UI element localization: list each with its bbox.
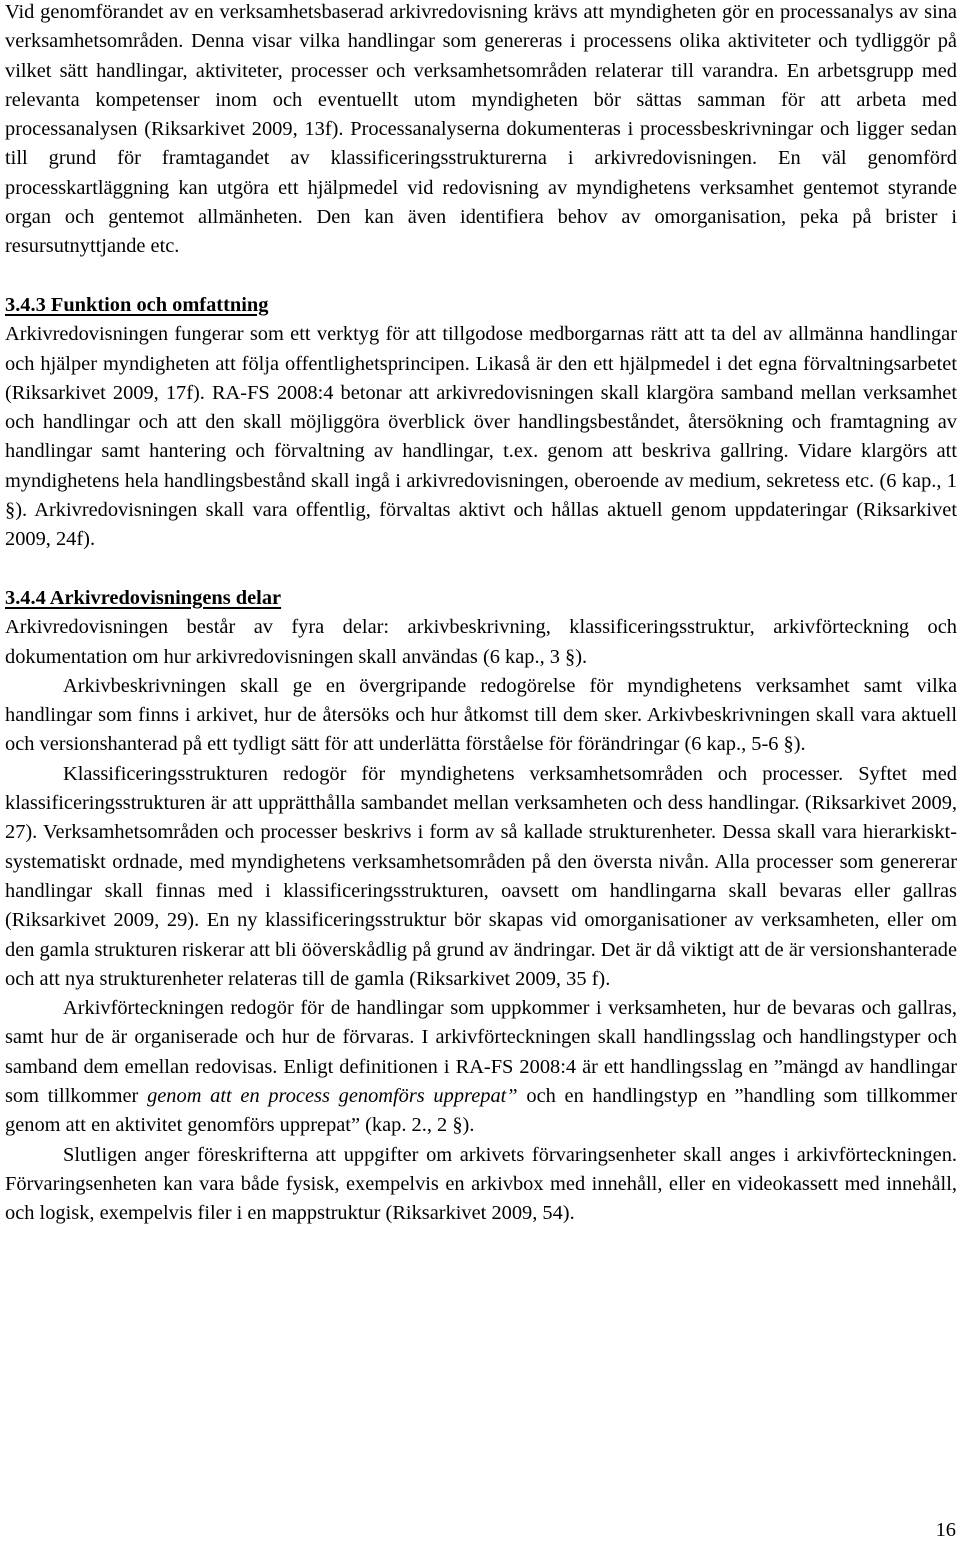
- section-344-paragraph-2: Arkivbeskrivningen skall ge en övergripande redogörelse för myndighetens verksamhet samt vilka handlingar som finns i arkivet, hur de återsöks och hur åtkomst till dem sker. Arkivbeskrivningen skall vara aktuell och versionshanterad på ett tydligt sätt för att underlätta förståelse för förändringar (6 kap., 5-6 §).: [5, 674, 957, 756]
- section-343-heading: 3.4.3 Funktion och omfattning: [5, 293, 269, 316]
- section-344-heading: 3.4.4 Arkivredovisningens delar: [5, 586, 282, 609]
- paragraph-4-italic-quote: genom att en process genomförs upprepat”: [147, 1084, 518, 1107]
- paragraph-4-end: och en handlingstyp en ”handling som tillkommer genom att en aktivitet genomförs upprepat” (kap. 2., 2 §).: [5, 1084, 957, 1137]
- paragraph-4-start: Arkivförteckningen redogör för de handlingar som uppkommer i verksamheten, hur de bevaras och gallras, samt hur de är organiserade och hur de förvaras. I arkivförteckningen skall handlingsslag och handlingstyper och samband dem emellan redovisas. Enligt definitionen i RA-FS 2008:4 är ett handlingsslag en ”mängd av handlingar som tillkommer: [5, 997, 957, 1107]
- intro-paragraph: Vid genomförandet av en verksamhetsbaserad arkivredovisning krävs att myndigheten gör en processanalys av sina verksamhetsområden. Denna visar vilka handlingar som genereras i processens olika aktiviteter och tydliggör på vilket sätt handlingar, aktiviteter, processer och verksamhetsområden relaterar till varandra. En arbetsgrupp med relevanta kompetenser inom och eventuellt utom myndigheten bör sättas samman för att arbeta med processanalysen (Riksarkivet 2009, 13f). Processanalyserna dokumenteras i processbeskrivningar och ligger sedan till grund för framtagandet av klassificeringsstrukturerna i arkivredovisningen. En väl genomförd processkartläggning kan utgöra ett hjälpmedel vid redovisning av myndighetens verksamhet gentemot styrande organ och gentemot allmänheten. Den kan även identifiera behov av omorganisation, peka på brister i resursutnyttjande etc.: [5, 1, 957, 258]
- section-344-paragraph-1: Arkivredovisningen består av fyra delar: arkivbeskrivning, klassificeringsstruktur, arkivförteckning och dokumentation om hur arkivredovisningen skall användas (6 kap., 3 §).: [5, 616, 957, 668]
- section-344-paragraph-3: Klassificeringsstrukturen redogör för myndighetens verksamhetsområden och processer. Syftet med klassificeringsstrukturen är att upprätthålla sambandet mellan verksamheten och dess handlingar. (Riksarkivet 2009, 27). Verksamhetsområden och processer beskrivs i form av så kallade strukturenheter. Dessa skall vara hierarkiskt-systematiskt ordnade, med myndighetens verksamhetsområden på den översta nivån. Alla processer som genererar handlingar skall finnas med i klassificeringsstrukturen, oavsett om handlingarna skall bevaras eller gallras (Riksarkivet 2009, 29). En ny klassificeringsstruktur bör skapas vid omorganisationer av verksamheten, eller om den gamla strukturen riskerar att bli ööverskådlig på grund av ändringar. Det är då viktigt att de är versionshanterade och att nya strukturenheter relateras till de gamla (Riksarkivet 2009, 35 f).: [5, 762, 957, 990]
- section-344-paragraph-5: Slutligen anger föreskrifterna att uppgifter om arkivets förvaringsenheter skall anges i arkivförteckningen. Förvaringsenheten kan vara både fysisk, exempelvis en arkivbox med innehåll, eller en videokassett med innehåll, och logisk, exempelvis filer i en mappstruktur (Riksarkivet 2009, 54).: [5, 1143, 957, 1225]
- section-343-body: Arkivredovisningen fungerar som ett verktyg för att tillgodose medborgarnas rätt att ta del av allmänna handlingar och hjälper myndigheten att följa offentlighetsprincipen. Likaså är den ett hjälpmedel i det egna förvaltningsarbetet (Riksarkivet 2009, 17f). RA-FS 2008:4 betonar att arkivredovisningen skall klargöra samband mellan verksamhet och handlingar och att den skall möjliggöra överblick över handlingsbeståndet, återsökning och framtagning av handlingar samt hantering och förvaltning av handlingar, t.ex. genom att beskriva gallring. Vidare klargörs att myndighetens hela handlingsbestånd skall ingå i arkivredovisningen, oberoende av medium, sekretess etc. (6 kap., 1 §). Arkivredovisningen skall vara offentlig, förvaltas aktivt och hållas aktuell genom uppdateringar (Riksarkivet 2009, 24f).: [5, 323, 957, 551]
- page-number: 16: [935, 1519, 956, 1541]
- section-344-paragraph-4: [5, 994, 957, 1140]
- document-page: [5, 0, 957, 1228]
